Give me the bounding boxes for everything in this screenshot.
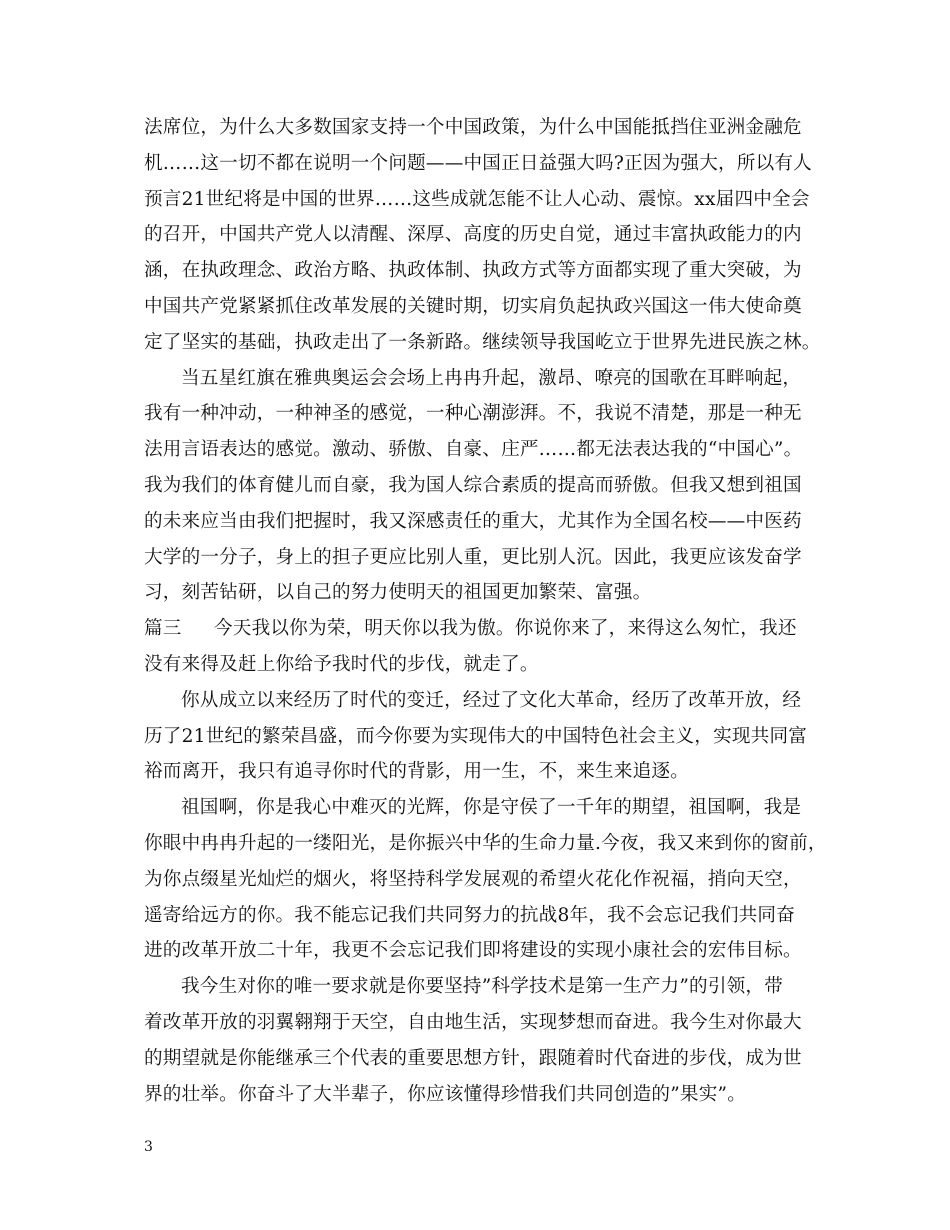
paragraph-6 <box>144 969 812 1112</box>
text-line: 我今生对你的唯一要求就是你要坚持”科学技术是第一生产力”的引领，带 <box>181 976 784 998</box>
paragraph-1 <box>144 110 821 361</box>
text-line: 涵，在执政理念、政治方略、执政体制、执政方式等方面都实现了重大突破，为 <box>144 260 802 282</box>
text-line: 预言21世纪将是中国的世界……这些成就怎能不让人心动、震惊。xx届四中全会 <box>144 188 810 210</box>
text-line: 遥寄给远方的你。我不能忘记我们共同努力的抗战8年，我不会忘记我们共同奋 <box>144 904 796 926</box>
paragraph-2 <box>144 361 812 612</box>
section-label: 篇三 <box>144 618 182 640</box>
text-line: 我为我们的体育健儿而自豪，我为国人综合素质的提高而骄傲。但我又想到祖国 <box>144 474 802 496</box>
text-line: 历了21世纪的繁荣昌盛，而今你要为实现伟大的中国特色社会主义，实现共同富 <box>144 725 808 747</box>
document-body <box>144 110 827 1112</box>
paragraph-5 <box>144 790 827 969</box>
text-line: 着改革开放的羽翼翱翔于天空，自由地生活，实现梦想而奋进。我今生对你最大 <box>144 1011 802 1033</box>
text-line: 中国共产党紧紧抓住改革发展的关键时期，切实肩负起执政兴国这一伟大使命奠 <box>144 295 802 317</box>
paragraph-4 <box>144 683 812 790</box>
section-heading-line <box>144 611 812 647</box>
text-line: 的召开，中国共产党人以清醒、深厚、高度的历史自觉，通过丰富执政能力的内 <box>144 224 802 246</box>
text-line: 界的壮举。你奋斗了大半辈子，你应该懂得珍惜我们共同创造的”果实”。 <box>144 1083 747 1105</box>
text-line: 你眼中冉冉升起的一缕阳光，是你振兴中华的生命力量.今夜，我又来到你的窗前， <box>144 832 827 854</box>
text-line: 当五星红旗在雅典奥运会会场上冉冉升起，激昂、嘹亮的国歌在耳畔响起， <box>181 367 802 389</box>
text-line: 裕而离开，我只有追寻你时代的背影，用一生，不，来生来追逐。 <box>144 761 690 783</box>
text-line: 祖国啊，你是我心中难灭的光辉，你是守侯了一千年的期望，祖国啊，我是 <box>181 797 802 819</box>
page-number: 3 <box>144 1139 153 1155</box>
text-line: 你从成立以来经历了时代的变迁，经过了文化大革命，经历了改革开放，经 <box>181 689 802 711</box>
text-line: 的期望就是你能继承三个代表的重要思想方针，跟随着时代奋进的步伐，成为世 <box>144 1047 802 1069</box>
paragraph-3-section <box>144 611 812 683</box>
text-line: 机……这一切不都在说明一个问题——中国正日益强大吗?正因为强大，所以有人 <box>144 152 812 174</box>
text-line: 为你点缀星光灿烂的烟火，将坚持科学发展观的希望火花化作祝福，捎向天空， <box>144 868 802 890</box>
text-line: 我有一种冲动，一种神圣的感觉，一种心潮澎湃。不，我说不清楚，那是一种无 <box>144 403 802 425</box>
text-line: 的未来应当由我们把握时，我又深感责任的重大，尤其作为全国名校——中医药 <box>144 510 802 532</box>
text-line: 定了坚实的基础，执政走出了一条新路。继续领导我国屹立于世界先进民族之林。 <box>144 331 821 353</box>
text-line: 法席位，为什么大多数国家支持一个中国政策，为什么中国能抵挡住亚洲金融危 <box>144 117 802 138</box>
text-line: 法用言语表达的感觉。激动、骄傲、自豪、庄严……都无法表达我的“中国心”。 <box>144 439 803 461</box>
text-line: 大学的一分子，身上的担子更应比别人重，更比别人沉。因此，我更应该发奋学 <box>144 546 802 568</box>
text-line: 进的改革开放二十年，我更不会忘记我们即将建设的实现小康社会的宏伟目标。 <box>144 940 802 962</box>
text-line: 没有来得及赶上你给予我时代的步伐，就走了。 <box>144 653 539 675</box>
text-line: 今天我以你为荣，明天你以我为傲。你说你来了，来得这么匆忙，我还 <box>214 618 797 640</box>
text-line: 习，刻苦钻研，以自己的努力使明天的祖国更加繁荣、富强。 <box>144 582 652 604</box>
